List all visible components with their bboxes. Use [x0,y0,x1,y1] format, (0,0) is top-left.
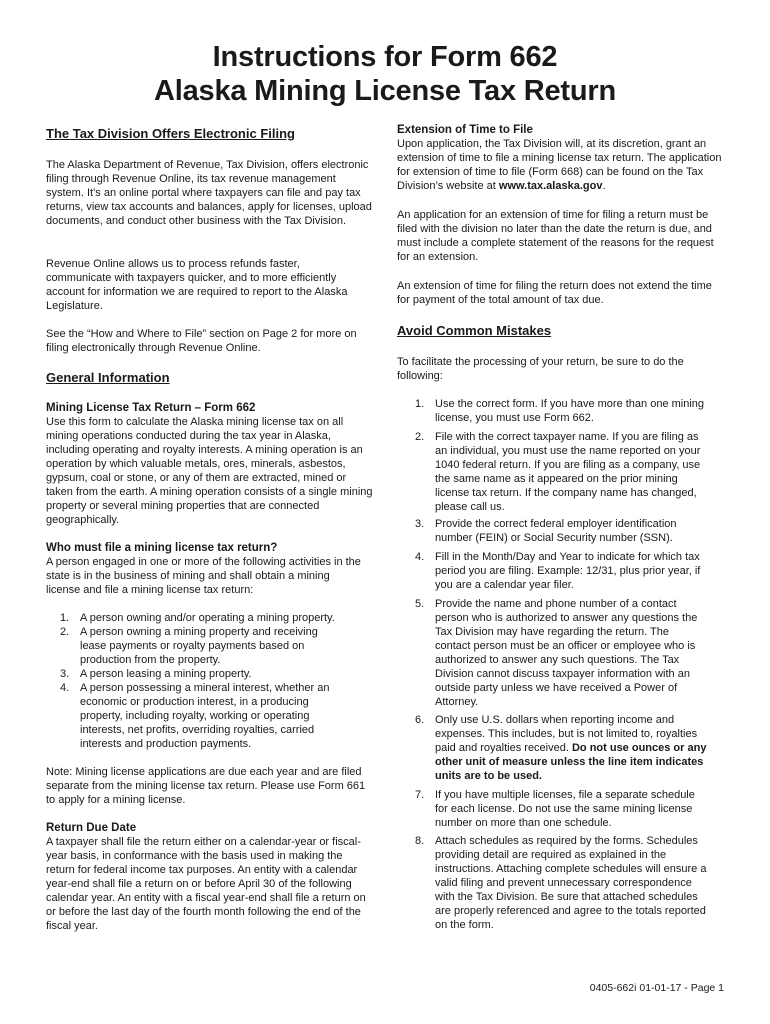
return-due-date-heading: Return Due Date [46,822,137,834]
extension-paragraph-3: An extension of time for filing the return does not extend the time for payment of the total amount of tax due. [397,280,712,306]
list-item: 1. A person owning and/or operating a mining property. [60,612,335,624]
who-must-file-heading: Who must file a mining license tax return? [46,542,278,554]
note-paragraph: Note: Mining license applications are due each year and are filed separate from the mining license tax return. Please use Form 661 to apply for a mining license. [46,766,366,806]
list-item: 3. A person leasing a mining property. [60,668,252,680]
extension-heading: Extension of Time to File [397,124,533,136]
form-662-heading: Mining License Tax Return – Form 662 [46,402,256,414]
who-must-file-list [46,611,346,751]
avoid-mistakes-heading: Avoid Common Mistakes [397,323,552,338]
list-item: 2. File with the correct taxpayer name. If you are filing as an individual, you must use the name reported on your 1040 federal return. If you are filing as a company, use the same name as it appeared on the prior mining license tax return. If the company name has changed, please call us. [415,431,701,513]
avoid-mistakes-paragraph: To facilitate the processing of your return, be sure to do the following: [397,356,684,382]
list-item: 8. Attach schedules as required by the forms. Schedules providing detail are required as explained in the instructions. Attaching complete schedules will ensure a valid filing and prevent unnecessary correspondence with the Tax Division. Be sure that attached schedules are properly referenced and agree to the totals reported on the form. [415,835,707,931]
list-item: 7. If you have multiple licenses, file a separate schedule for each license. Do not use the same mining license number on more than one schedule. [415,789,695,829]
title-line-1: Instructions for Form 662 [212,41,558,73]
electronic-filing-heading: The Tax Division Offers Electronic Filing [46,126,295,141]
extension-paragraph-2: An application for an extension of time for filing a return must be filed with the division no later than the date the return is due, and must include a complete statement of the reasons for the request for an extension. [397,209,714,263]
electronic-filing-paragraph-2: Revenue Online allows us to process refunds faster, communicate with taxpayers quicker, and to more efficiently account for information we are required to report to the Alaska Legislature. [46,258,348,312]
list-item: 2. A person owning a mining property and receiving lease payments or royalty payments based on production from the property. [60,626,318,666]
page-footer: 0405-662i 01-01-17 - Page 1 [589,982,724,994]
list-item: 4. Fill in the Month/Day and Year to indicate for which tax period you are filing. Example: 12/31, plus prior year, if you are a calendar year filer. [415,551,701,591]
electronic-filing-paragraph-3: See the “How and Where to File” section on Page 2 for more on filing electronically through Revenue Online. [46,328,357,354]
electronic-filing-paragraph-1: The Alaska Department of Revenue, Tax Division, offers electronic filing through Revenue Online, its tax revenue management system. It’s an online portal where taxpayers can file and pay tax returns, view tax accounts and balances, apply for licenses, upload documents, and conduct other business with the Tax Division. [46,159,372,227]
list-item: 5. Provide the name and phone number of a contact person who is authorized to answer any questions the Tax Division may have regarding the return. The contact person must be an officer or employee who is authorized to answer any such questions. The Tax Division cannot discuss taxpayer information with an outside party unless we have received a Power of Attorney. [415,598,698,708]
list-item: 3. Provide the correct federal employer identification number (FEIN) or Social Security number (SSN). [415,518,677,544]
tax-website-link[interactable]: www.tax.alaska.gov [498,180,603,192]
general-information-heading: General Information [46,370,170,385]
list-item: 4. A person possessing a mineral interest, whether an economic or production interest, in a producing property, including royalty, working or operating interests, net profits, overriding royalties, carried interests and production payments. [60,682,330,750]
return-due-date-paragraph: A taxpayer shall file the return either on a calendar-year or fiscal-year basis, in conformance with the basis used in making the return for federal income tax purposes. An entity with a calendar year-end shall file a return on or before April 30 of the following calendar year. An entity with a fiscal year-end shall file a return on or before the last day of the fourth month following the end of the fiscal year. [46,836,366,932]
who-must-file-paragraph: A person engaged in one or more of the following activities in the state is in the business of mining and shall obtain a mining license and file a mining license tax return: [46,556,361,596]
extension-paragraph-1: Upon application, the Tax Division will, at its discretion, grant an extension of time to file a mining license tax return. The application for extension of time to file (Form 668) can be found on the Tax Division’s website at www.tax.alaska.gov. [397,138,722,192]
form-662-paragraph: Use this form to calculate the Alaska mining license tax on all mining operations conducted during the tax year in Alaska, including operating and royalty interests. A mining operation is an operation by which valuable metals, ores, minerals, asbestos, gypsum, coal or stone, or any of them are extracted, mined or taken from the earth. A mining operation consists of a single mining property or several mining properties that are connected geographically. [46,416,373,526]
title-line-2: Alaska Mining License Tax Return [153,75,617,107]
list-item: 6. Only use U.S. dollars when reporting income and expenses. This includes, but is not limited to, royalties paid and royalties received. Do not use ounces or any other unit of measure unless the line item indicates units are to be used. [415,714,707,782]
list-item: 1. Use the correct form. If you have more than one mining license, you must use Form 662. [415,398,705,424]
